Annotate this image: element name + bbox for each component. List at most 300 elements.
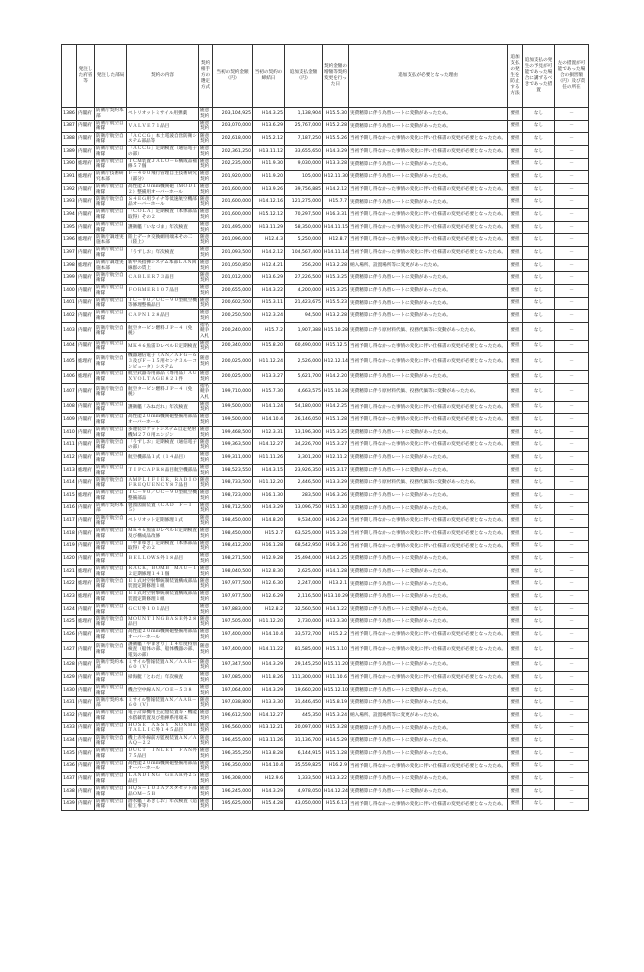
- cell-ministry: 内閣府: [77, 221, 95, 234]
- cell-reason: 実費精算に伴う為替レートに変動があったため。: [349, 464, 508, 477]
- cell-damage: －: [555, 171, 589, 184]
- cell-no: 1411: [62, 439, 77, 452]
- cell-ministry: 総理府: [77, 234, 95, 247]
- cell-reason: 実費精算に伴う為替レートに変動があったため。: [349, 697, 508, 710]
- cell-measure: なし: [523, 785, 555, 798]
- cell-measure: なし: [523, 371, 555, 384]
- cell-department: 防衛庁航空自衛隊: [95, 773, 127, 786]
- cell-initial-amount: 197,038,800: [213, 697, 253, 710]
- cell-initial-amount: 196,560,000: [213, 722, 253, 735]
- cell-no: 1437: [62, 773, 77, 786]
- cell-department: 防衛庁航空自衛隊: [95, 464, 127, 477]
- cell-reason: 実費精算に伴う為替レートに変動があったため。: [349, 565, 508, 578]
- cell-department: 防衛庁航空自衛隊: [95, 603, 127, 616]
- cell-damage: －: [555, 221, 589, 234]
- cell-measure: なし: [523, 145, 555, 158]
- cell-content: 高性能２０ｍｍ機関砲整備用部品オーバーホール: [128, 414, 197, 425]
- cell-additional-amount: 9,030,000: [285, 158, 323, 171]
- table-row: [62, 196, 589, 209]
- cell-content: ＭＯＵＮＴＩＮＧＢＡＳＥ外２８品目: [128, 616, 197, 628]
- table-row: [62, 383, 589, 401]
- cell-measure: なし: [523, 578, 555, 591]
- cell-no: 1404: [62, 340, 77, 353]
- cell-initial-amount: 196,355,250: [213, 747, 253, 760]
- cell-department: 防衛庁航空自衛隊: [95, 515, 127, 528]
- cell-method: 随意契約: [199, 502, 213, 515]
- cell-initial-amount: 202,235,000: [213, 158, 253, 171]
- cell-measure: なし: [523, 760, 555, 773]
- cell-initial-amount: 199,500,000: [213, 401, 253, 414]
- cell-change-date: H15.3.28: [323, 722, 349, 735]
- cell-department: 防衛庁航空自衛隊: [95, 578, 127, 591]
- cell-department: 防衛庁調達実施本部: [95, 259, 127, 272]
- cell-change-date: H15.3.17: [323, 464, 349, 477]
- cell-initial-date: H12.4.3: [253, 234, 285, 247]
- cell-change-date: H13.3.22: [323, 773, 349, 786]
- cell-prevention: 要担: [508, 452, 523, 465]
- cell-initial-date: H15.3.11: [253, 297, 285, 310]
- cell-measure: なし: [523, 659, 555, 672]
- cell-content: Ｓ４ＥＧ用ライナ等低速航空機部品オーバーホール: [128, 196, 197, 208]
- cell-content: 陸上データ交換網用端末その二（陸上）: [127, 234, 199, 247]
- cell-ministry: 総理府: [77, 171, 95, 184]
- cell-damage: －: [555, 259, 589, 272]
- cell-change-date: H11.10.6: [323, 672, 349, 685]
- cell-initial-date: H15.2.12: [253, 133, 285, 146]
- cell-initial-amount: 201,600,000: [213, 209, 253, 222]
- cell-prevention: 要担: [508, 401, 523, 414]
- cell-damage: －: [555, 340, 589, 353]
- table-row: [62, 785, 589, 798]
- cell-initial-amount: 200,655,000: [213, 284, 253, 297]
- cell-ministry: 総理府: [77, 578, 95, 591]
- header-additional-amount: 追加支払金額（円）: [285, 45, 323, 108]
- cell-damage: －: [555, 477, 589, 490]
- cell-measure: なし: [523, 171, 555, 184]
- cell-damage: －: [555, 565, 589, 578]
- cell-change-date: H14.12.24: [323, 785, 349, 798]
- cell-department: 防衛庁航空自衛隊: [95, 735, 127, 748]
- cell-initial-amount: 198,712,500: [213, 502, 253, 515]
- cell-initial-amount: 197,883,000: [213, 603, 253, 616]
- cell-content: 「やまゆき」定期検査（本体部品取得）その２: [128, 540, 197, 552]
- cell-prevention: 要担: [508, 221, 523, 234]
- cell-content: ＴＣ－９０／ＵＣ－９０型航空機等修理整備品目: [128, 297, 197, 309]
- cell-initial-date: H16.1.28: [253, 540, 285, 553]
- cell-content: ペトリオットミサイル用弾薬: [127, 108, 199, 121]
- cell-reason: 当初予期し得なかった事情の変化に伴い仕様書の変更が必要となったため。: [349, 353, 508, 371]
- cell-reason: 当初予期し得なかった事情の変化に伴い仕様書の変更が必要となったため。: [349, 340, 508, 353]
- cell-no: 1403: [62, 322, 77, 340]
- cell-damage: －: [555, 540, 589, 553]
- cell-prevention: 要担: [508, 414, 523, 427]
- cell-ministry: 内閣府: [77, 284, 95, 297]
- cell-initial-amount: 199,311,000: [213, 452, 253, 465]
- cell-department: 防衛庁契約本部: [95, 697, 127, 710]
- cell-damage: －: [555, 773, 589, 786]
- cell-additional-amount: 1,333,500: [285, 773, 323, 786]
- cell-additional-amount: 4,978,050: [285, 785, 323, 798]
- cell-ministry: 内閣府: [77, 452, 95, 465]
- cell-ministry: 内閣府: [77, 502, 95, 515]
- cell-damage: －: [555, 578, 589, 591]
- cell-method: 随意契約: [199, 401, 213, 414]
- cell-ministry: 総理府: [77, 464, 95, 477]
- cell-additional-amount: 1,907,388: [285, 322, 323, 340]
- cell-damage: －: [555, 798, 589, 811]
- cell-content: ＴＣ－９０／ＵＣ－９０型航空機整備部品: [128, 490, 197, 501]
- cell-initial-date: H15.7.2: [253, 322, 285, 340]
- cell-initial-date: H14.10.4: [253, 629, 285, 642]
- cell-initial-date: H11.12.24: [253, 353, 285, 371]
- cell-prevention: 要担: [508, 426, 523, 439]
- table-row: [62, 158, 589, 171]
- cell-initial-date: H14.12.27: [253, 439, 285, 452]
- cell-damage: －: [555, 629, 589, 642]
- cell-initial-amount: 198,412,200: [213, 540, 253, 553]
- cell-content: 「うずしお」定期検査（通信電子の部）: [128, 439, 197, 451]
- cell-ministry: 内閣府: [77, 108, 95, 121]
- cell-no: 1425: [62, 616, 77, 629]
- cell-change-date: H15.3.25: [323, 272, 349, 285]
- header-initial-amount: 当初の契約金額（円）: [213, 45, 253, 108]
- cell-damage: －: [555, 722, 589, 735]
- cell-no: 1415: [62, 490, 77, 503]
- cell-reason: 実費精算に伴う為替レートに変動があったため。: [349, 659, 508, 672]
- cell-no: 1438: [62, 785, 77, 798]
- cell-additional-amount: 35,559,825: [285, 760, 323, 773]
- cell-department: 防衛庁航空自衛隊: [95, 710, 127, 723]
- cell-initial-amount: 198,523,550: [213, 464, 253, 477]
- cell-measure: なし: [523, 209, 555, 222]
- cell-method: 随意契約: [199, 591, 213, 604]
- cell-prevention: 要担: [508, 247, 523, 260]
- cell-initial-date: H11.8.26: [253, 672, 285, 685]
- cell-content: 「ＡＣＣＧ」本土電波自営防衛システム部品等: [128, 133, 197, 145]
- cell-reason: 実費精算に伴う為替レートに変動があったため。: [349, 297, 508, 310]
- cell-department: 防衛庁航空自衛隊: [95, 401, 127, 414]
- table-row: [62, 697, 589, 710]
- cell-method: 随意契約: [199, 259, 213, 272]
- cell-change-date: H16.2.9: [323, 760, 349, 773]
- cell-content: 機合空中線ＡＮ／ＯＥ－５３８: [127, 684, 199, 697]
- document-sheet: [61, 44, 588, 811]
- cell-no: 1416: [62, 502, 77, 515]
- cell-method: 随意契約: [199, 340, 213, 353]
- cell-initial-amount: 200,025,000: [213, 353, 253, 371]
- cell-initial-date: H13.11.12: [253, 145, 285, 158]
- cell-reason: 実費精算に伴う為替レートに変動があったため。: [349, 310, 508, 323]
- cell-reason: 当初予期し得なかった事情の変化に伴い仕様書の変更が必要となったため。: [349, 641, 508, 659]
- cell-content: 電子計算機用主記憶装置等・機能水搭載装置及び指揮系用端末: [128, 710, 197, 721]
- cell-change-date: H15.5.23: [323, 297, 349, 310]
- cell-prevention: 要担: [508, 477, 523, 490]
- cell-reason: 実費精算に伴う原材料代価、役務代価等に変動があったため。: [349, 383, 508, 401]
- cell-content: Ｆ－４００飛行管理自主技術研究（部分）: [128, 171, 197, 183]
- cell-ministry: 内閣府: [77, 272, 95, 285]
- cell-measure: なし: [523, 297, 555, 310]
- cell-department: 防衛庁航空自衛隊: [95, 477, 127, 490]
- cell-reason: 実費精算に伴う為替レートに変動があったため。: [349, 272, 508, 285]
- cell-department: 防衛庁航空自衛隊: [95, 414, 127, 427]
- table-row: [62, 234, 589, 247]
- cell-method: 随意契約: [199, 439, 213, 452]
- cell-no: 1428: [62, 659, 77, 672]
- cell-initial-amount: 198,733,500: [213, 477, 253, 490]
- cell-additional-amount: 5,250,000: [285, 234, 323, 247]
- cell-reason: 実費精算に伴う為替レートに変動があったため。: [349, 785, 508, 798]
- table-row: [62, 145, 589, 158]
- table-row: [62, 629, 589, 642]
- cell-measure: なし: [523, 502, 555, 515]
- cell-initial-amount: 199,468,500: [213, 426, 253, 439]
- cell-department: 防衛庁契約本部: [95, 659, 127, 672]
- cell-no: 1435: [62, 747, 77, 760]
- cell-damage: －: [555, 672, 589, 685]
- cell-initial-amount: 197,347,500: [213, 659, 253, 672]
- table-body: [62, 108, 589, 811]
- table-row: [62, 322, 589, 340]
- cell-no: 1431: [62, 697, 77, 710]
- cell-method: 随意契約: [199, 603, 213, 616]
- table-row: [62, 120, 589, 133]
- table-row: [62, 735, 589, 748]
- table-row: [62, 272, 589, 285]
- cell-method: 随意契約: [199, 540, 213, 553]
- cell-department: 防衛庁航空自衛隊: [95, 641, 127, 659]
- cell-measure: なし: [523, 773, 555, 786]
- cell-initial-amount: 201,495,000: [213, 221, 253, 234]
- cell-prevention: 要担: [508, 502, 523, 515]
- cell-method: 随意契約: [199, 171, 213, 184]
- cell-department: 防衛庁技術研究本部: [95, 171, 127, 184]
- cell-initial-date: H14.12.16: [253, 196, 285, 209]
- cell-content: ミサイル警報装置ＡＮ／ＡＡＲ－６０（Ｖ）: [128, 659, 197, 671]
- cell-damage: －: [555, 684, 589, 697]
- cell-change-date: H15.3.27: [323, 439, 349, 452]
- cell-reason: 実費精算に伴う原材料代価、役務代価等に変動があったため。: [349, 477, 508, 490]
- cell-department: 防衛庁航空自衛隊: [95, 616, 127, 629]
- cell-ministry: 内閣府: [77, 629, 95, 642]
- cell-additional-amount: 70,297,500: [285, 209, 323, 222]
- cell-method: 随意契約: [199, 183, 213, 196]
- cell-measure: なし: [523, 747, 555, 760]
- cell-initial-date: H15.8.20: [253, 340, 285, 353]
- table-row: [62, 565, 589, 578]
- cell-department: 防衛庁航空自衛隊: [95, 439, 127, 452]
- cell-initial-amount: 198,723,000: [213, 490, 253, 503]
- header-prevention: 追加支払の発生を防止する方法: [508, 45, 523, 108]
- cell-measure: なし: [523, 158, 555, 171]
- cell-measure: なし: [523, 629, 555, 642]
- cell-change-date: H13.3.30: [323, 616, 349, 629]
- cell-method: 随意契約: [199, 133, 213, 146]
- cell-initial-date: H12.9.6: [253, 773, 285, 786]
- cell-additional-amount: 13,096,750: [285, 502, 323, 515]
- cell-damage: －: [555, 452, 589, 465]
- cell-prevention: 要担: [508, 145, 523, 158]
- cell-initial-amount: 201,096,000: [213, 234, 253, 247]
- cell-prevention: 要担: [508, 773, 523, 786]
- cell-method: 随意契約: [199, 684, 213, 697]
- cell-initial-amount: 203,104,925: [213, 108, 253, 121]
- cell-initial-amount: 200,250,500: [213, 310, 253, 323]
- cell-method: 随意契約: [199, 272, 213, 285]
- cell-ministry: 内閣府: [77, 209, 95, 222]
- cell-content: ＨＱＳ－１０３Ａアスタセット部品ＯＭ－５Ｂ: [128, 786, 197, 797]
- cell-content: ＴＣＭ装置ＪＡＬＯ－６構成品補修５７個: [128, 158, 197, 170]
- cell-damage: －: [555, 108, 589, 121]
- cell-method: 随意契約: [199, 697, 213, 710]
- cell-method: 随意契約: [199, 798, 213, 811]
- cell-department: 防衛庁航空自衛隊: [95, 353, 127, 371]
- cell-prevention: 要担: [508, 722, 523, 735]
- cell-method: 随意契約: [199, 773, 213, 786]
- cell-measure: なし: [523, 697, 555, 710]
- cell-prevention: 要担: [508, 297, 523, 310]
- cell-method: 随意契約: [199, 553, 213, 566]
- cell-ministry: 内閣府: [77, 401, 95, 414]
- cell-damage: －: [555, 234, 589, 247]
- cell-content: ＡＭＰＬＩＦＩＥＲ，ＲＡＤＩＯ ＦＲＥＱＵＥＮＣＹ８７品目: [128, 477, 197, 489]
- header-change-date: 契約金額の増額等契約変更を行った日: [323, 45, 349, 108]
- cell-damage: －: [555, 196, 589, 209]
- cell-initial-date: H13.12.21: [253, 722, 285, 735]
- table-row: [62, 616, 589, 629]
- cell-change-date: H15.1.30: [323, 502, 349, 515]
- cell-content: 航空タービン燃料ＪＰ－４（免税）: [127, 383, 199, 401]
- cell-method: 随意契約: [199, 490, 213, 503]
- table-row: [62, 171, 589, 184]
- cell-initial-date: H12.4.21: [253, 259, 285, 272]
- cell-prevention: 要担: [508, 710, 523, 723]
- cell-reason: 実費精算に伴う為替レートに変動があったため。: [349, 108, 508, 121]
- cell-no: 1394: [62, 209, 77, 222]
- cell-prevention: 要担: [508, 697, 523, 710]
- cell-change-date: H14.2.25: [323, 401, 349, 414]
- cell-department: 防衛庁航空自衛隊: [95, 145, 127, 158]
- cell-content: ＢＥＬＬＯＷＳ外１８品目: [127, 553, 199, 566]
- cell-content: 「ＣＯＬＡ」定期検査（本体部品取得）その２: [128, 209, 197, 220]
- cell-initial-date: H15.4.28: [253, 798, 285, 811]
- cell-method: 随意契約: [199, 722, 213, 735]
- cell-measure: なし: [523, 133, 555, 146]
- cell-prevention: 要担: [508, 272, 523, 285]
- cell-no: 1386: [62, 108, 77, 121]
- cell-prevention: 要担: [508, 353, 523, 371]
- cell-measure: なし: [523, 684, 555, 697]
- cell-initial-date: H14.3.29: [253, 684, 285, 697]
- cell-method: 随意契約: [199, 452, 213, 465]
- cell-reason: 実費精算に伴う為替レートに変動があったため。: [349, 735, 508, 748]
- cell-initial-amount: 200,240,000: [213, 322, 253, 340]
- cell-change-date: H15.1.28: [323, 414, 349, 427]
- cell-method: 随意契約: [199, 209, 213, 222]
- header-department: 発注した部局: [95, 45, 127, 108]
- contract-table: [61, 44, 589, 811]
- cell-method: 随意契約: [199, 616, 213, 629]
- cell-damage: －: [555, 247, 589, 260]
- table-row: [62, 591, 589, 604]
- cell-additional-amount: 256,200: [285, 259, 323, 272]
- cell-measure: なし: [523, 603, 555, 616]
- cell-additional-amount: 1,138,904: [285, 108, 323, 121]
- cell-additional-amount: 63,525,000: [285, 527, 323, 540]
- cell-change-date: H12.8.7: [323, 234, 349, 247]
- cell-initial-amount: 202,618,000: [213, 133, 253, 146]
- cell-damage: －: [555, 641, 589, 659]
- cell-prevention: 要担: [508, 196, 523, 209]
- cell-initial-date: H13.11.29: [253, 221, 285, 234]
- cell-ministry: 内閣府: [77, 477, 95, 490]
- cell-damage: －: [555, 527, 589, 540]
- cell-no: 1422: [62, 578, 77, 591]
- cell-measure: なし: [523, 798, 555, 811]
- cell-reason: 実費精算に伴う為替レートに変動があったため。: [349, 452, 508, 465]
- cell-change-date: H16.3.31: [323, 209, 349, 222]
- cell-damage: －: [555, 747, 589, 760]
- cell-initial-date: H14.3.29: [253, 659, 285, 672]
- cell-department: 防衛庁調達実施本部: [95, 234, 127, 247]
- cell-method: 随意契約: [199, 747, 213, 760]
- table-row: [62, 259, 589, 272]
- cell-ministry: 内閣府: [77, 322, 95, 340]
- cell-no: 1412: [62, 452, 77, 465]
- cell-damage: －: [555, 785, 589, 798]
- cell-additional-amount: 111,300,000: [285, 672, 323, 685]
- cell-method: 随意契約: [199, 735, 213, 748]
- cell-reason: 当初予期し得なかった事情の変化に伴い仕様書の変更が必要となったため。: [349, 515, 508, 528]
- cell-no: 1419: [62, 540, 77, 553]
- cell-department: 防衛庁航空自衛隊: [95, 426, 127, 439]
- cell-no: 1432: [62, 710, 77, 723]
- cell-additional-amount: 2,247,000: [285, 578, 323, 591]
- cell-method: 随意契約: [199, 310, 213, 323]
- cell-no: 1405: [62, 353, 77, 371]
- cell-department: 防衛庁航空自衛隊: [95, 371, 127, 384]
- cell-department: 防衛庁契約本部: [95, 502, 127, 515]
- cell-initial-amount: 196,245,000: [213, 785, 253, 798]
- cell-change-date: H14.11.15: [323, 221, 349, 234]
- cell-initial-date: H14.12.27: [253, 710, 285, 723]
- table-row: [62, 540, 589, 553]
- cell-damage: －: [555, 272, 589, 285]
- cell-department: 防衛庁航空自衛隊: [95, 565, 127, 578]
- cell-department: 防衛庁航空自衛隊: [95, 383, 127, 401]
- cell-ministry: 内閣府: [77, 722, 95, 735]
- cell-prevention: 要担: [508, 490, 523, 503]
- cell-ministry: 内閣府: [77, 414, 95, 427]
- cell-reason: 当初予期し得なかった事情の変化に伴い仕様書の変更が必要となったため。: [349, 234, 508, 247]
- cell-department: 防衛庁航空自衛隊: [95, 527, 127, 540]
- table-row: [62, 401, 589, 414]
- cell-change-date: H15.10.28: [323, 322, 349, 340]
- cell-change-date: H15.6.13: [323, 798, 349, 811]
- table-row: [62, 641, 589, 659]
- cell-ministry: 総理府: [77, 490, 95, 503]
- cell-initial-date: H11.11.26: [253, 452, 285, 465]
- cell-additional-amount: 104,567,400: [285, 247, 323, 260]
- cell-no: 1439: [62, 798, 77, 811]
- table-row: [62, 490, 589, 503]
- cell-prevention: 要担: [508, 183, 523, 196]
- cell-initial-amount: 196,308,000: [213, 773, 253, 786]
- cell-ministry: 総理府: [77, 616, 95, 629]
- cell-prevention: 要担: [508, 209, 523, 222]
- cell-additional-amount: 54,180,000: [285, 401, 323, 414]
- table-row: [62, 439, 589, 452]
- cell-ministry: 内閣府: [77, 540, 95, 553]
